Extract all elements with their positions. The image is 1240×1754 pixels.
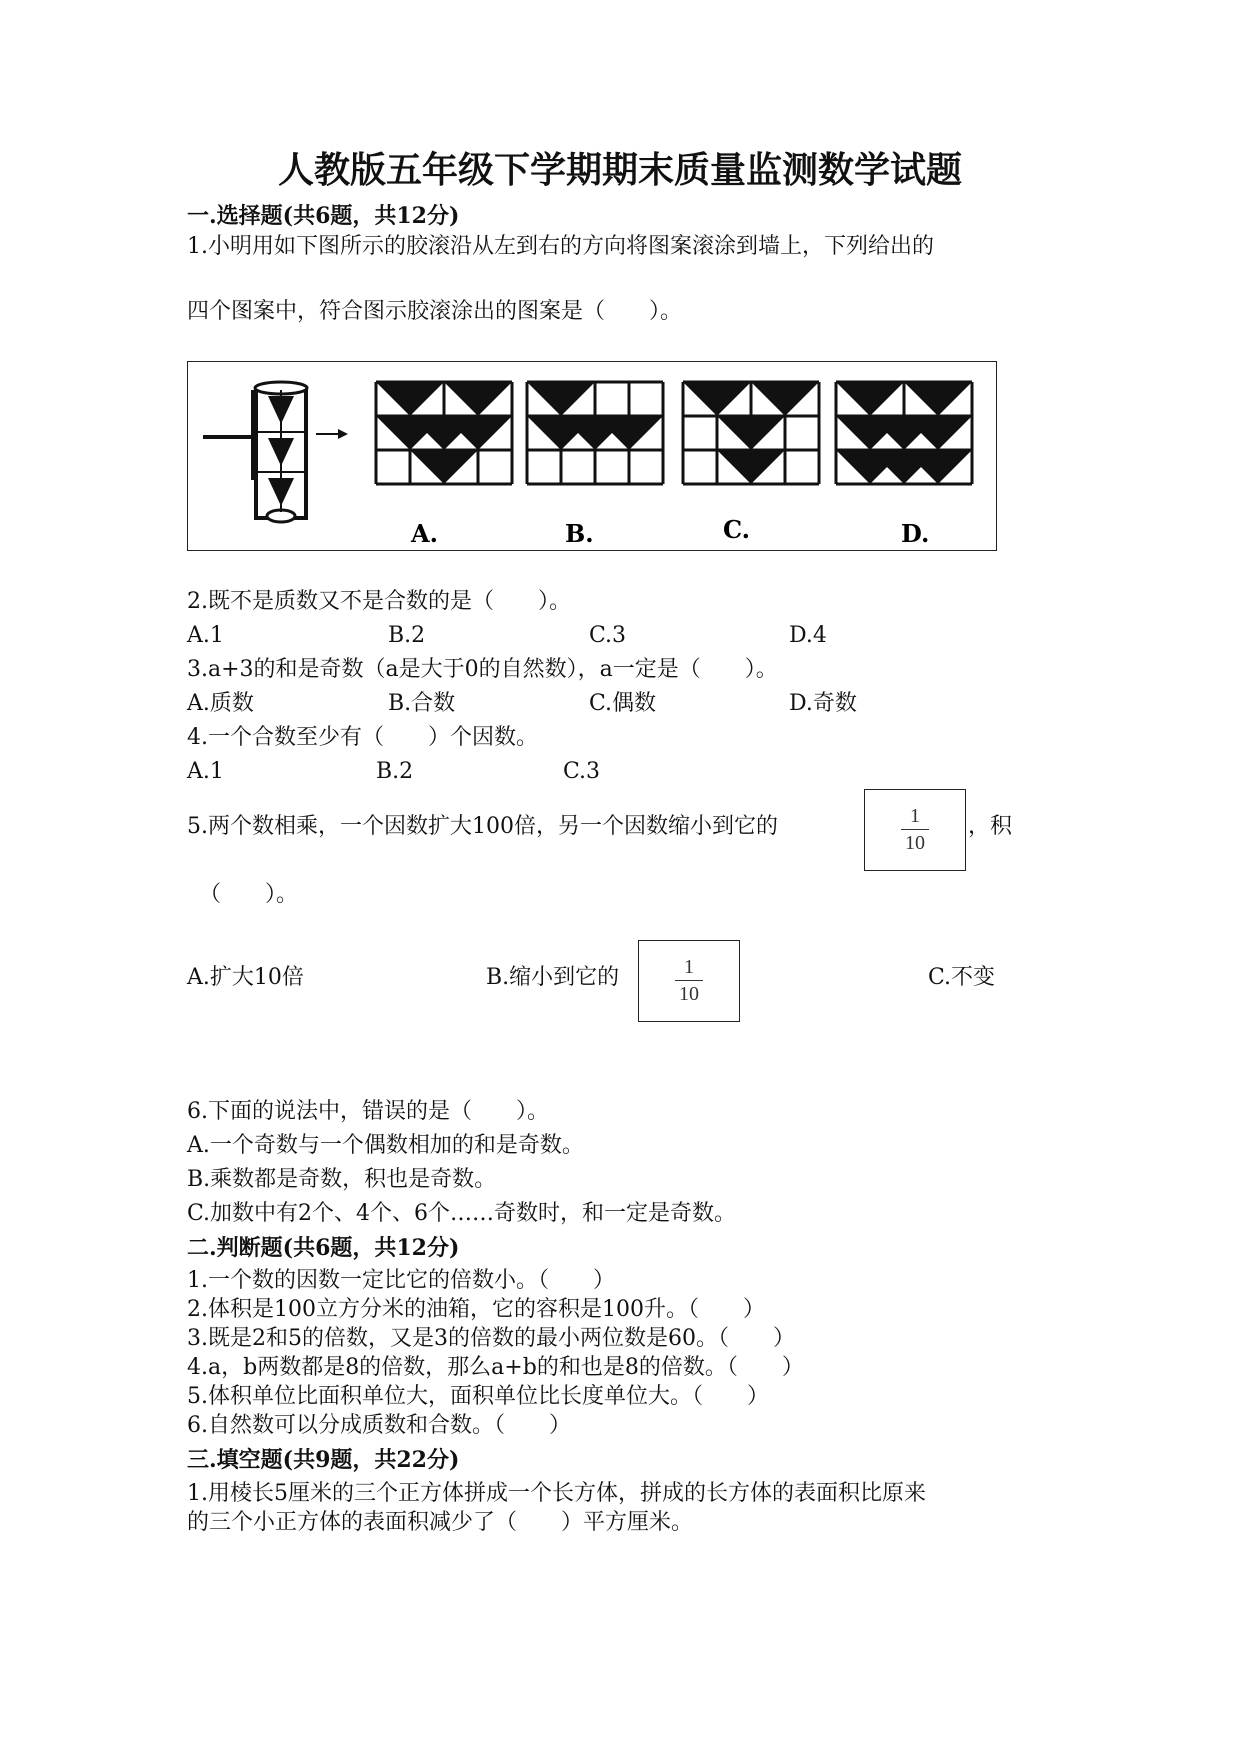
fraction-numerator: 1 (684, 956, 694, 978)
roller-figure-svg (188, 362, 996, 550)
q2-option-d: D.4 (789, 623, 827, 648)
q4-option-c: C.3 (563, 759, 601, 784)
q5-option-b: B.缩小到它的 (486, 965, 620, 990)
q2-option-b: B.2 (388, 623, 426, 648)
section3-heading: 三.填空题(共9题，共22分) (187, 1447, 460, 1473)
q3-option-d: D.奇数 (789, 691, 857, 716)
q6-option-b: B.乘数都是奇数，积也是奇数。 (187, 1167, 497, 1192)
option-label-c: C. (723, 515, 751, 544)
pattern-grid-d (836, 382, 972, 484)
section1-heading: 一.选择题(共6题，共12分) (187, 203, 460, 229)
fraction-denominator: 10 (679, 983, 699, 1005)
q3-option-c: C.偶数 (589, 691, 657, 716)
q5-option-a: A.扩大10倍 (187, 965, 304, 990)
option-label-d: D. (901, 519, 930, 548)
roller-figure (187, 361, 997, 551)
q2-option-c: C.3 (589, 623, 627, 648)
q3-option-b: B.合数 (388, 691, 456, 716)
q6-option-a: A.一个奇数与一个偶数相加的和是奇数。 (187, 1133, 584, 1158)
q3-text: 3.a+3的和是奇数（a是大于0的自然数），a一定是（ ）。 (187, 657, 778, 682)
judge-item-1: 1.一个数的因数一定比它的倍数小。（ ） (187, 1268, 615, 1293)
direction-arrow-head (338, 429, 348, 439)
q6-option-c: C.加数中有2个、4个、6个……奇数时，和一定是奇数。 (187, 1201, 737, 1226)
q5-text-before: 5.两个数相乘，一个因数扩大100倍，另一个因数缩小到它的 (187, 814, 778, 839)
pattern-grid-a (376, 382, 512, 484)
q4-text: 4.一个合数至少有（ ）个因数。 (187, 725, 538, 750)
q1-line1: 1.小明用如下图所示的胶滚沿从左到右的方向将图案滚涂到墙上，下列给出的 (187, 234, 934, 259)
fraction-numerator: 1 (910, 805, 920, 827)
option-label-b: B. (565, 519, 594, 548)
judge-item-5: 5.体积单位比面积单位大，面积单位比长度单位大。（ ） (187, 1384, 769, 1409)
q5-option-c: C.不变 (928, 965, 996, 990)
q5-option-b-fraction-box (638, 940, 740, 1022)
q6-text: 6.下面的说法中，错误的是（ ）。 (187, 1099, 549, 1124)
judge-item-4: 4.a，b两数都是8的倍数，那么a+b的和也是8的倍数。（ ） (187, 1355, 804, 1380)
judge-item-2: 2.体积是100立方分米的油箱，它的容积是100升。（ ） (187, 1297, 765, 1322)
q5-text-after: ，积 (968, 814, 1013, 839)
q4-option-b: B.2 (376, 759, 414, 784)
q3-option-a: A.质数 (187, 691, 254, 716)
fraction-denominator: 10 (905, 832, 925, 854)
judge-item-6: 6.自然数可以分成质数和合数。（ ） (187, 1413, 571, 1438)
fill-q1-line2: 的三个小正方体的表面积减少了（ ）平方厘米。 (187, 1510, 694, 1535)
judge-item-3: 3.既是2和5的倍数，又是3的倍数的最小两位数是60。（ ） (187, 1326, 795, 1351)
q4-option-a: A.1 (187, 759, 224, 784)
fraction-bar (901, 829, 929, 830)
pattern-grid-c (683, 382, 819, 484)
q1-line2: 四个图案中，符合图示胶滚涂出的图案是（ ）。 (187, 299, 683, 324)
fraction-bar (675, 980, 703, 981)
section2-heading: 二.判断题(共6题，共12分) (187, 1235, 460, 1261)
option-label-a: A. (411, 519, 438, 548)
q5-fraction-box (864, 789, 966, 871)
q2-option-a: A.1 (187, 623, 224, 648)
page-title: 人教版五年级下学期期末质量监测数学试题 (277, 149, 962, 191)
pattern-grid-b (527, 382, 663, 484)
q2-text: 2.既不是质数又不是合数的是（ ）。 (187, 589, 571, 614)
fill-q1-line1: 1.用棱长5厘米的三个正方体拼成一个长方体，拼成的长方体的表面积比原来 (187, 1481, 926, 1506)
q5-line2: （ ）。 (199, 882, 299, 907)
